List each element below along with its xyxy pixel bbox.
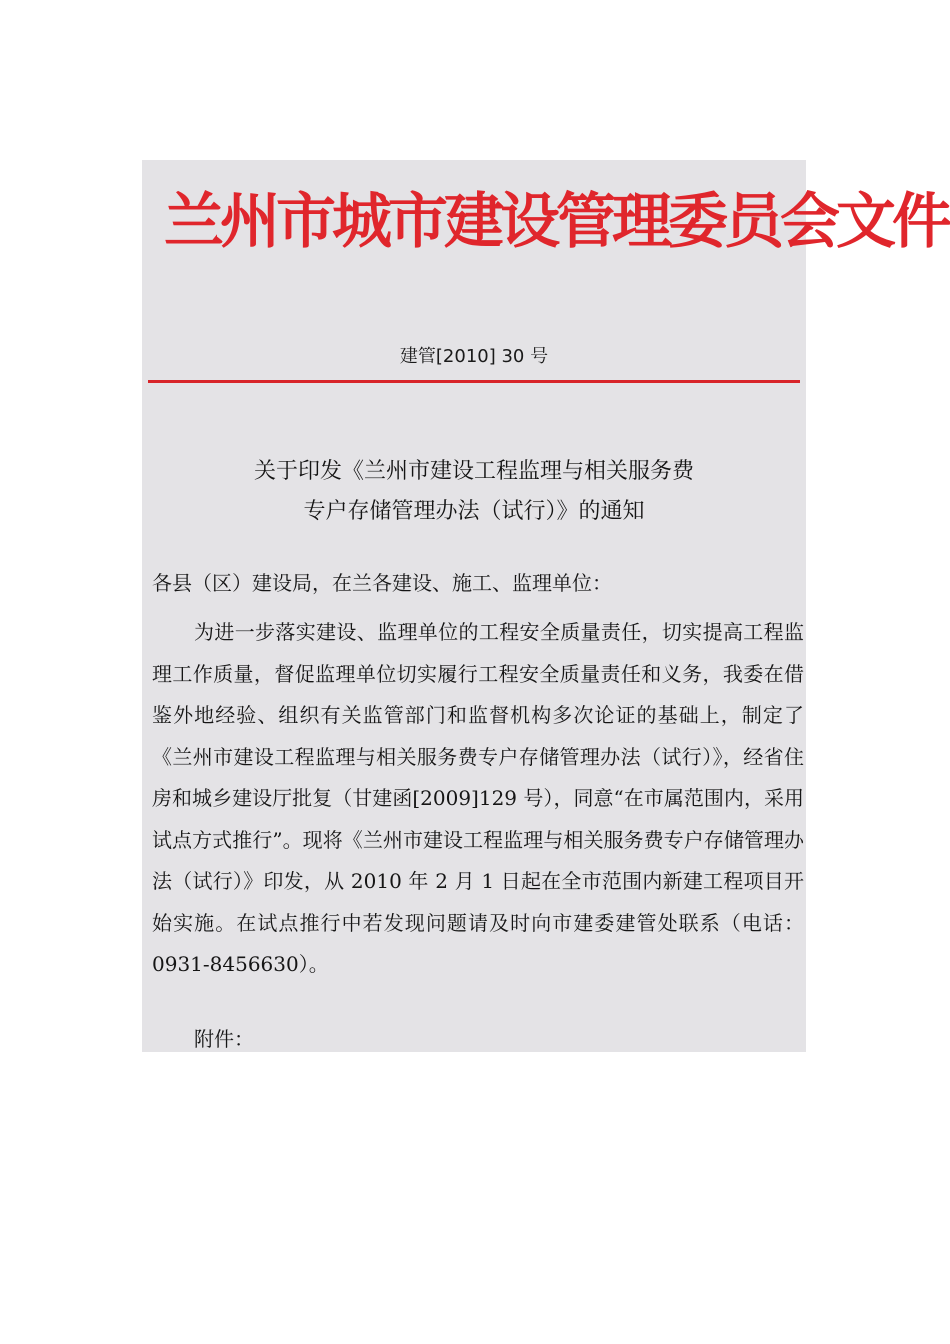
notice-title-line-2: 专户存储管理办法（试行）》的通知: [303, 499, 645, 524]
notice-title: [142, 452, 806, 532]
letterhead-title: 兰州市城市建设管理委员会文件: [164, 187, 948, 257]
notice-title-line-1: 关于印发《兰州市建设工程监理与相关服务费: [253, 459, 694, 484]
attachment-label: 附件：: [194, 1027, 254, 1051]
red-divider-line: [148, 380, 800, 383]
document-number: 建管[2010] 30 号: [399, 346, 549, 367]
salutation: 各县（区）建设局，在兰各建设、施工、监理单位：: [152, 571, 612, 595]
body-paragraph: 为进一步落实建设、监理单位的工程安全质量责任，切实提高工程监理工作质量，督促监理单位切实履行工程安全质量责任和义务，我委在借鉴外地经验、组织有关监管部门和监督机构多次论证的基础上，制定了《兰州市建设工程监理与相关服务费专户存储管理办法（试行）》，经省住房和城乡建设厅批复（甘建函[2009]129 号），同意“在市属范围内，采用试点方式推行”。现将《兰州市建设工程监理与相关服务费专户存储管理办法（试行）》印发，从 2010 年 2 月 1 日起在全市范围内新建工程项目开始实施。在试点推行中若发现问题请及时向市建委建管处联系（电话：0931-8456630）。: [152, 620, 804, 976]
scanned-document: [142, 160, 948, 1052]
